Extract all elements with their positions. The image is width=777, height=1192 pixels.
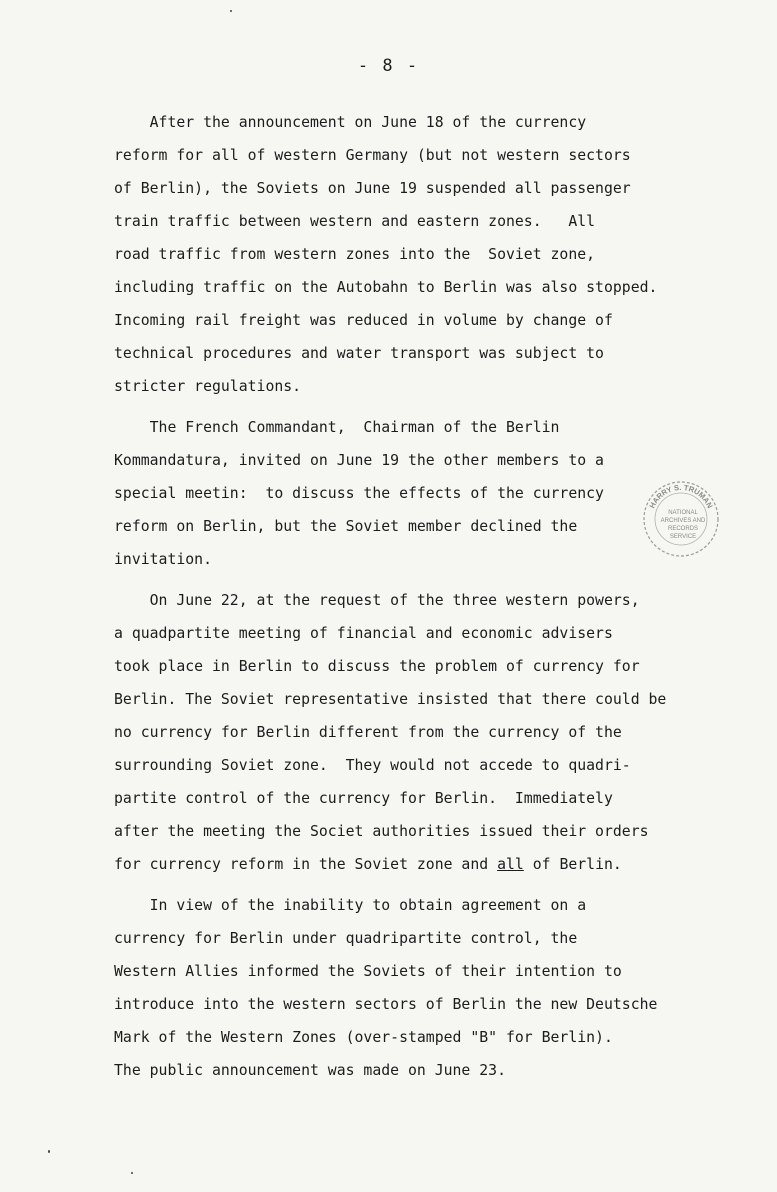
text-line: Western Allies informed the Soviets of their intention to <box>114 963 622 980</box>
text-line: a quadpartite meeting of financial and economic advisers <box>114 625 613 642</box>
text-line: technical procedures and water transport was subject to <box>114 345 604 362</box>
stamp-top-text: HARRY S. TRUMAN <box>647 482 715 510</box>
text-line: of Berlin), the Soviets on June 19 suspended all passenger <box>114 180 631 197</box>
body-text <box>114 106 714 1095</box>
text-line: Kommandatura, invited on June 19 the other members to a <box>114 452 604 469</box>
text-line: In view of the inability to obtain agreement on a <box>114 897 587 914</box>
text-line: After the announcement on June 18 of the currency <box>114 114 587 131</box>
text-line-with-underline <box>114 848 714 881</box>
text-line: stricter regulations. <box>114 378 302 395</box>
text-line: partite control of the currency for Berlin. Immediately <box>114 790 613 807</box>
text-line: introduce into the western sectors of Berlin the new Deutsche <box>114 996 658 1013</box>
text-line: surrounding Soviet zone. They would not accede to quadri- <box>114 757 631 774</box>
speck <box>230 10 232 12</box>
text-segment: of Berlin. <box>523 856 622 873</box>
text-line: after the meeting the Societ authorities issued their orders <box>114 823 649 840</box>
archive-stamp-icon <box>640 478 722 560</box>
paragraph-1 <box>114 106 714 403</box>
text-line: On June 22, at the request of the three western powers, <box>114 592 640 609</box>
stamp-line: SERVICE <box>669 534 697 540</box>
paragraph-4 <box>114 889 714 1087</box>
stamp-line: ARCHIVES AND <box>660 518 706 524</box>
text-line: no currency for Berlin different from the currency of the <box>114 724 622 741</box>
text-line: The public announcement was made on June 23. <box>114 1062 506 1079</box>
text-segment: for currency reform in the Soviet zone and <box>114 856 498 873</box>
text-line: currency for Berlin under quadripartite control, the <box>114 930 578 947</box>
speck <box>48 1150 50 1153</box>
underlined-word: all <box>497 856 524 873</box>
text-line: Mark of the Western Zones (over-stamped "B" for Berlin). <box>114 1029 613 1046</box>
text-line: The French Commandant, Chairman of the Berlin <box>114 419 560 436</box>
text-line: reform on Berlin, but the Soviet member declined the <box>114 518 578 535</box>
text-line: special meetin: to discuss the effects of the currency <box>114 485 604 502</box>
page-number: - 8 - <box>357 56 420 76</box>
text-line: took place in Berlin to discuss the problem of currency for <box>114 658 640 675</box>
text-line: Berlin. The Soviet representative insisted that there could be <box>114 691 667 708</box>
text-line: Incoming rail freight was reduced in volume by change of <box>114 312 613 329</box>
text-line: reform for all of western Germany (but not western sectors <box>114 147 631 164</box>
text-line: road traffic from western zones into the Soviet zone, <box>114 246 596 263</box>
stamp-line: NATIONAL <box>668 510 698 516</box>
stamp-line: RECORDS <box>667 526 699 532</box>
text-line: including traffic on the Autobahn to Berlin was also stopped. <box>114 279 658 296</box>
paragraph-3 <box>114 584 714 881</box>
text-line: invitation. <box>114 551 212 568</box>
paragraph-2 <box>114 411 714 576</box>
speck <box>131 1172 133 1174</box>
text-line: train traffic between western and eastern zones. All <box>114 213 596 230</box>
